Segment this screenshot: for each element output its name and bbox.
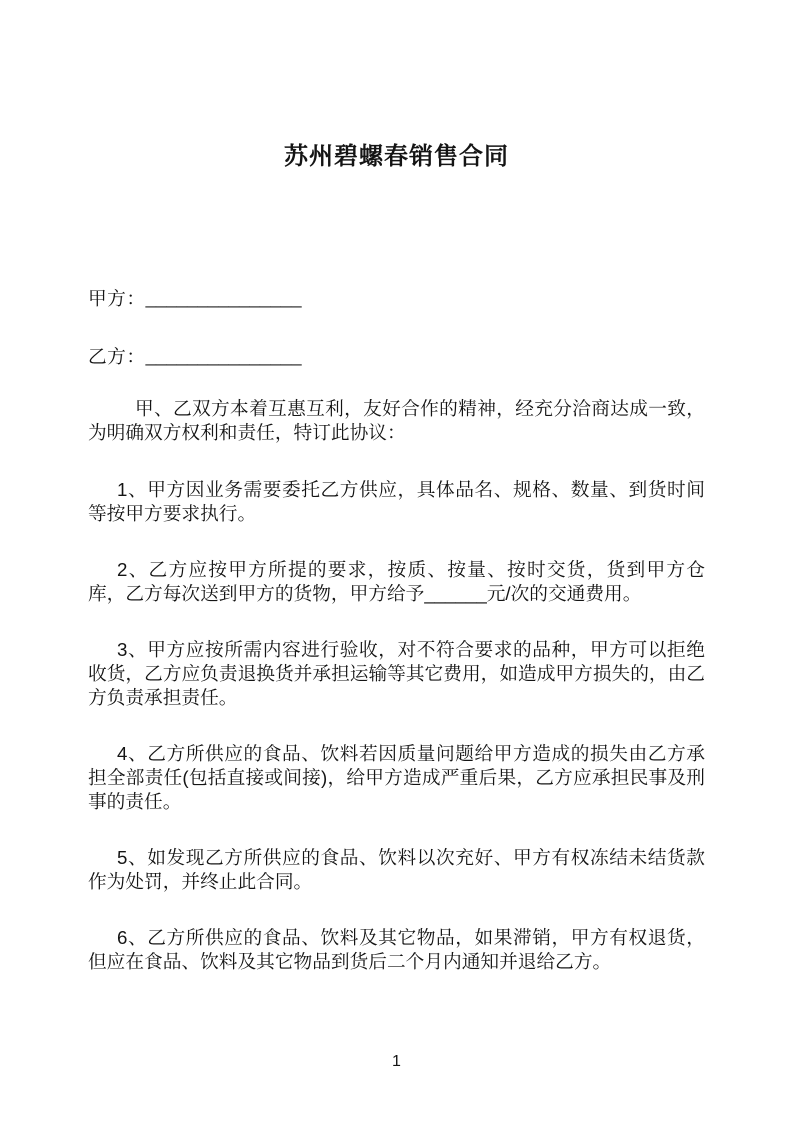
clause-3: 3、甲方应按所需内容进行验收，对不符合要求的品种，甲方可以拒绝收货，乙方应负责退换货并承担运输等其它费用，如造成甲方损失的，由乙方负责承担责任。	[88, 639, 705, 708]
page-number: 1	[392, 1053, 401, 1070]
party-a-label: 甲方：	[88, 288, 146, 309]
party-b-blank-line: _______________	[145, 345, 302, 366]
intro-paragraph: 甲、乙双方本着互惠互利，友好合作的精神，经充分洽商达成一致，为明确双方权利和责任，特订此协议：	[88, 398, 705, 443]
party-b-line	[88, 345, 705, 369]
clause-5: 5、如发现乙方所供应的食品、饮料以次充好、甲方有权冻结未结货款作为处罚，并终止此合同。	[88, 847, 705, 892]
party-a-blank-line: _______________	[145, 287, 302, 308]
clause-4: 4、乙方所供应的食品、饮料若因质量问题给甲方造成的损失由乙方承担全部责任(包括直接或间接)，给甲方造成严重后果，乙方应承担民事及刑事的责任。	[88, 743, 705, 812]
clause-1: 1、甲方因业务需要委托乙方供应，具体品名、规格、数量、到货时间等按甲方要求执行。	[88, 479, 705, 524]
party-b-label: 乙方：	[88, 346, 146, 367]
clause-2: 2、乙方应按甲方所提的要求，按质、按量、按时交货，货到甲方仓库，乙方每次送到甲方的货物，甲方给予______元/次的交通费用。	[88, 559, 705, 604]
document-title: 苏州碧螺春销售合同	[284, 143, 509, 170]
clause-6: 6、乙方所供应的食品、饮料及其它物品，如果滞销，甲方有权退货，但应在食品、饮料及其它物品到货后二个月内通知并退给乙方。	[88, 927, 705, 972]
party-a-line	[88, 287, 705, 311]
